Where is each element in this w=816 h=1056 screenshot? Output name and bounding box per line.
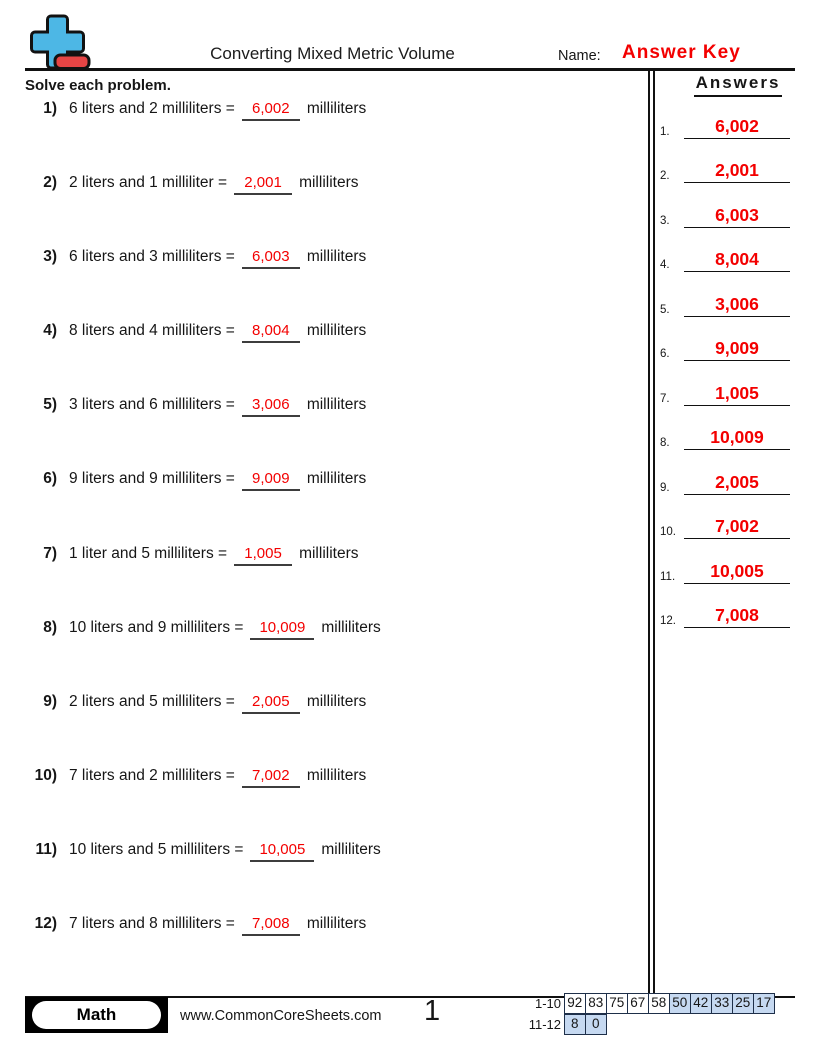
problem-text: 10 liters and 9 milliliters = [69,619,244,636]
problem-unit: milliliters [299,545,359,562]
problem-answer-blank: 2,005 [242,693,300,714]
score-cell: 92 [564,993,587,1014]
website-url: www.CommonCoreSheets.com [180,1008,382,1024]
answers-column-divider [648,71,655,995]
answer-item [660,584,794,629]
answer-number: 6. [660,348,670,360]
answer-number: 3. [660,214,670,227]
problem-answer-blank: 3,006 [242,396,300,417]
problem-number: 6) [43,470,57,487]
problem-text: 7 liters and 8 milliliters = [69,915,235,932]
problem-unit: milliliters [306,470,367,487]
page-number: 1 [424,995,441,1027]
problem-unit: milliliters [306,100,367,117]
problem-number: 1) [43,100,57,117]
answer-key-label: Answer Key [622,42,741,63]
problem-number: 7) [43,545,57,562]
problem-unit: milliliters [306,248,367,265]
problem-unit: milliliters [306,767,367,784]
problem-answer-blank: 9,009 [242,470,300,491]
problem-text: 1 liter and 5 milliliters = [69,545,228,562]
score-cell: 8 [564,1014,587,1035]
problem-answer-blank: 10,005 [250,841,314,862]
answer-item [660,317,794,362]
answers-panel-title: Answers [660,73,794,97]
problem-row [25,841,640,862]
answer-value: 7,008 [684,605,790,628]
problem-text: 8 liters and 4 milliliters = [69,322,235,339]
problem-row [25,322,640,343]
problem-row [25,248,640,269]
answer-value: 8,004 [684,249,790,272]
problem-row [25,396,640,417]
problem-unit: milliliters [306,693,367,710]
answer-item [660,183,794,228]
answer-item [660,495,794,540]
answer-value: 6,003 [684,205,790,228]
answer-item [660,272,794,317]
problem-row [25,545,640,566]
problem-answer-blank: 8,004 [242,322,300,343]
problem-unit: milliliters [306,322,367,339]
answer-value: 9,009 [684,338,790,361]
score-cell: 50 [669,993,692,1014]
problem-text: 3 liters and 6 milliliters = [69,396,235,413]
score-cell: 33 [711,993,734,1014]
answer-number: 8. [660,437,670,449]
score-cell: 67 [627,993,650,1014]
answer-value: 1,005 [684,383,790,406]
score-cell: 17 [753,993,776,1014]
problem-number: 3) [43,248,57,265]
answer-value: 3,006 [684,294,790,317]
name-label: Name: [558,48,601,64]
problem-answer-blank: 1,005 [234,545,292,566]
answer-item [660,539,794,584]
problem-row [25,470,640,491]
subject-label: Math [32,1001,161,1029]
problem-text: 7 liters and 2 milliliters = [69,767,235,784]
answer-value: 2,005 [684,472,790,495]
problem-number: 8) [43,619,57,636]
answer-value: 10,005 [684,561,790,584]
problem-number: 11) [35,841,57,858]
problem-answer-blank: 7,002 [242,767,300,788]
problem-unit: milliliters [321,841,381,858]
problem-number: 5) [43,396,57,413]
score-cell: 83 [585,993,608,1014]
answer-number: 7. [660,392,670,405]
problem-text: 2 liters and 5 milliliters = [69,693,235,710]
problem-answer-blank: 6,002 [242,100,300,121]
score-table [528,993,775,1035]
score-cell: 0 [585,1014,608,1035]
answer-number: 10. [660,526,676,538]
answer-number: 1. [660,125,670,138]
problem-row [25,619,640,640]
answer-item [660,94,794,139]
answer-value: 7,002 [684,516,790,539]
answer-item [660,361,794,406]
answer-number: 4. [660,259,670,271]
problem-text: 10 liters and 5 milliliters = [69,841,244,858]
subject-badge [25,997,168,1033]
problem-row [25,100,640,121]
answer-number: 5. [660,303,670,316]
score-cell: 58 [648,993,671,1014]
score-row [528,1014,775,1035]
problem-answer-blank: 7,008 [242,915,300,936]
answer-value: 10,009 [684,427,790,450]
problem-answer-blank: 2,001 [234,174,292,195]
score-cell: 75 [606,993,629,1014]
problem-text: 6 liters and 3 milliliters = [69,248,235,265]
problem-number: 12) [34,915,57,932]
answer-number: 11. [660,570,676,583]
answer-value: 2,001 [684,160,790,183]
problem-number: 9) [43,693,57,710]
instructions-text: Solve each problem. [25,77,171,94]
problem-text: 2 liters and 1 milliliter = [69,174,228,191]
problem-unit: milliliters [306,396,367,413]
score-row [528,993,775,1014]
problem-row [25,174,640,195]
answer-item [660,228,794,273]
problem-row [25,915,640,936]
answer-value: 6,002 [684,116,790,139]
problem-unit: milliliters [306,915,367,932]
problem-number: 4) [43,322,57,339]
problem-unit: milliliters [321,619,381,636]
problem-text: 9 liters and 9 milliliters = [69,470,235,487]
answer-item [660,450,794,495]
problem-text: 6 liters and 2 milliliters = [69,100,235,117]
problem-number: 10) [34,767,57,784]
problem-answer-blank: 10,009 [250,619,314,640]
answer-item [660,406,794,451]
answer-item [660,139,794,184]
answer-number: 12. [660,615,676,627]
problem-row [25,767,640,788]
score-row-label: 11-12 [528,1017,561,1032]
problem-unit: milliliters [299,174,359,191]
problem-number: 2) [43,174,57,191]
score-cell: 42 [690,993,713,1014]
answers-list [660,94,794,628]
answer-number: 2. [660,170,670,182]
problem-row [25,693,640,714]
answer-number: 9. [660,481,670,494]
page-title: Converting Mixed Metric Volume [210,44,455,63]
score-cell: 25 [732,993,755,1014]
problem-answer-blank: 6,003 [242,248,300,269]
score-row-label: 1-10 [534,996,561,1011]
header-divider [25,68,795,71]
